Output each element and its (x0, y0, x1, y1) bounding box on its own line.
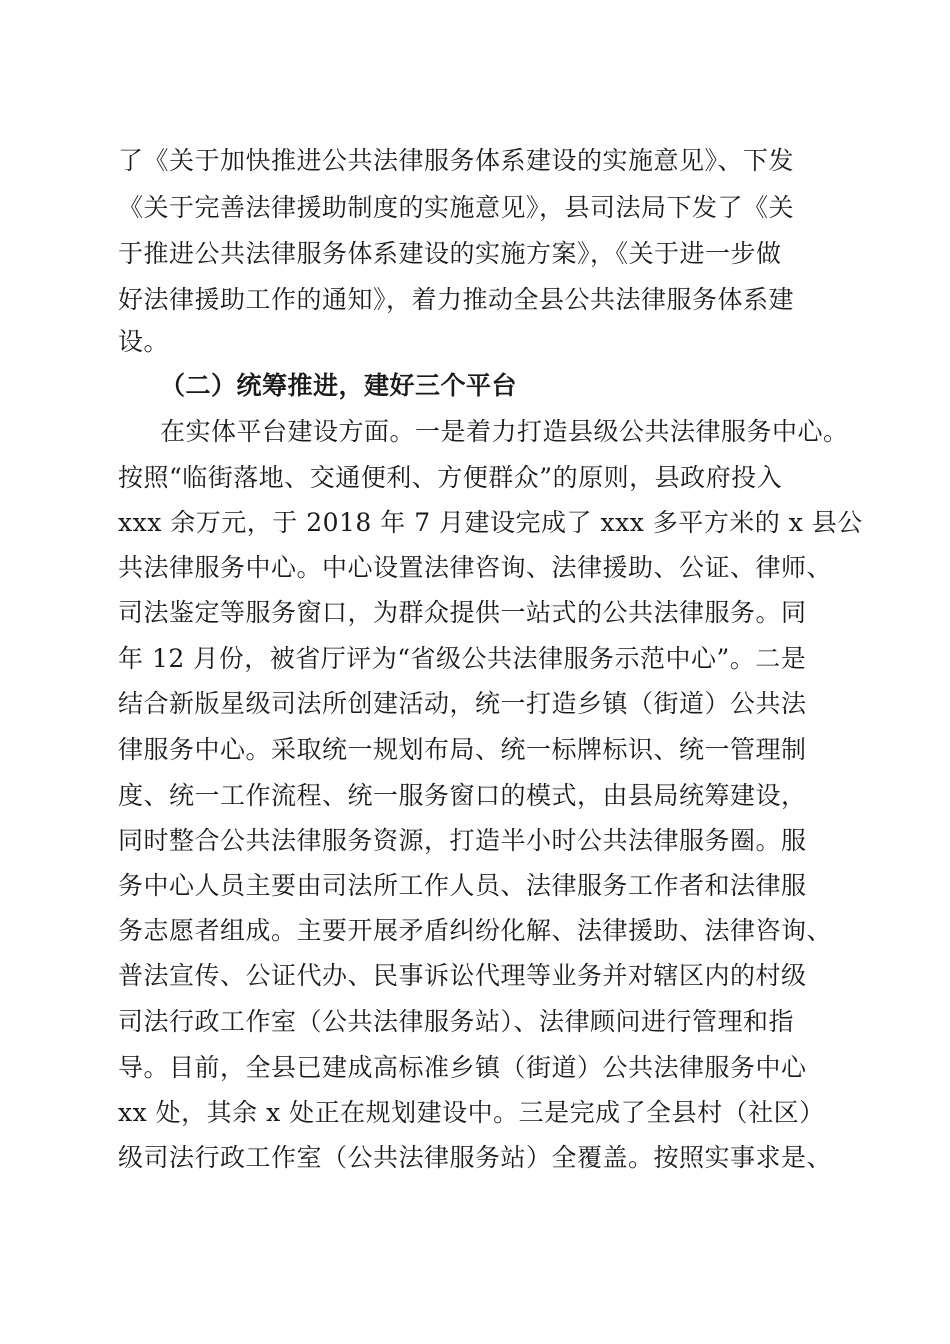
body-text-line: 同时整合公共法律服务资源，打造半小时公共法律服务圈。服 (118, 826, 807, 855)
body-text-line: 年 12 月份，被省厅评为“省级公共法律服务示范中心”。二是 (118, 644, 807, 673)
paragraph-first-line: 在实体平台建设方面。一是着力打造县级公共法律服务中心。 (160, 417, 849, 446)
body-text-line: 了《关于加快推进公共法律服务体系建设的实施意见》、下发 (118, 146, 795, 175)
body-text-line: 导。目前，全县已建成高标准乡镇（街道）公共法律服务中心 (118, 1053, 807, 1082)
body-text-line: xx 处，其余 x 处正在规划建设中。三是完成了全县村（社区） (118, 1098, 825, 1127)
body-text-line: 度、统一工作流程、统一服务窗口的模式，由县局统筹建设， (118, 781, 807, 810)
body-text-line: 司法行政工作室（公共法律服务站）、法律顾问进行管理和指 (118, 1007, 795, 1036)
body-text-line: 律服务中心。采取统一规划布局、统一标牌标识、统一管理制 (118, 735, 807, 764)
body-text-line: 务中心人员主要由司法所工作人员、法律服务工作者和法律服 (118, 871, 807, 900)
body-text-line: 设。 (118, 327, 170, 356)
body-text-line: 《关于完善法律援助制度的实施意见》，县司法局下发了《关 (118, 193, 795, 222)
body-text-line: 普法宣传、公证代办、民事诉讼代理等业务并对辖区内的村级 (118, 961, 807, 990)
body-text-line: 级司法行政工作室（公共法律服务站）全覆盖。按照实事求是、 (118, 1143, 833, 1172)
body-text-line: 结合新版星级司法所创建活动，统一打造乡镇（街道）公共法 (118, 689, 807, 718)
body-text-line: 务志愿者组成。主要开展矛盾纠纷化解、法律援助、法律咨询、 (118, 916, 833, 945)
body-text-line: 于推进公共法律服务体系建设的实施方案》，《关于进一步做 (118, 239, 782, 268)
body-text-line: xxx 余万元，于 2018 年 7 月建设完成了 xxx 多平方米的 x 县公 (118, 508, 863, 537)
body-text-line: 共法律服务中心。中心设置法律咨询、法律援助、公证、律师、 (118, 553, 833, 582)
body-text-line: 司法鉴定等服务窗口，为群众提供一站式的公共法律服务。同 (118, 598, 807, 627)
body-text-line: 按照“临街落地、交通便利、方便群众”的原则，县政府投入 (118, 463, 783, 492)
section-heading: （二）统筹推进，建好三个平台 (160, 371, 518, 400)
body-text-line: 好法律援助工作的通知》，着力推动全县公共法律服务体系建 (118, 285, 795, 314)
